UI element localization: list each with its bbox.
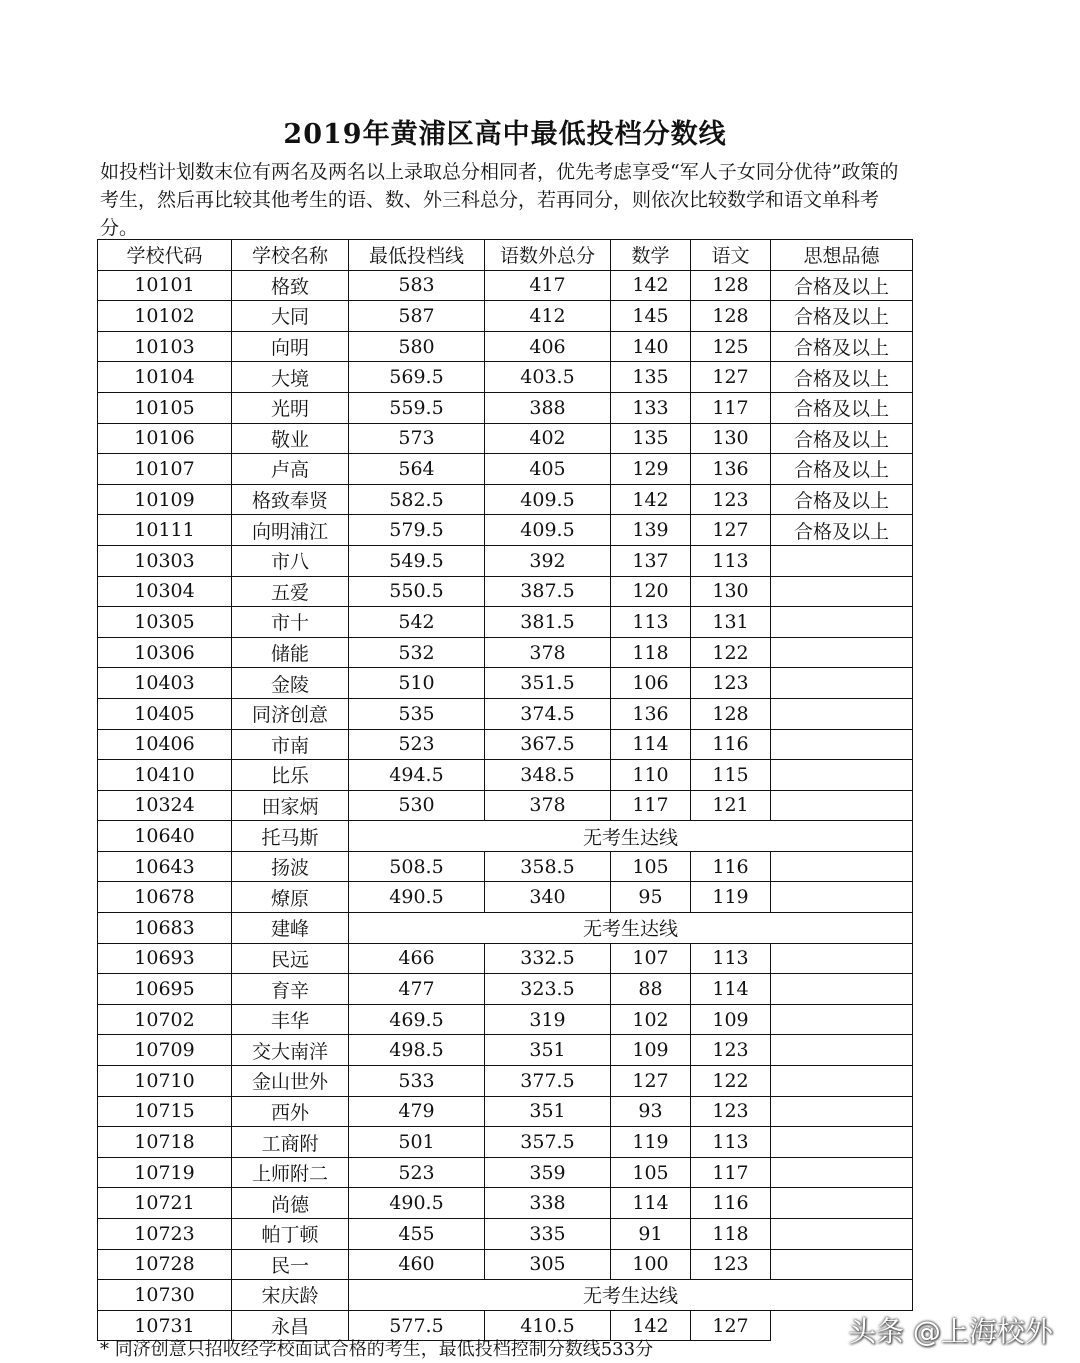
core-total-cell: 403.5: [485, 362, 611, 393]
chinese-cell: 122: [691, 1066, 771, 1097]
school-code-cell: 10643: [98, 851, 232, 882]
core-total-cell: 417: [485, 270, 611, 301]
table-row: [98, 484, 913, 515]
math-cell: 114: [611, 1188, 691, 1219]
core-total-cell: 405: [485, 454, 611, 485]
school-name-cell: 市十: [232, 607, 349, 638]
chinese-cell: 131: [691, 607, 771, 638]
school-name-cell: 比乐: [232, 760, 349, 791]
min-score-cell: 469.5: [349, 1004, 485, 1035]
chinese-cell: 116: [691, 729, 771, 760]
moral-cell: [771, 1035, 913, 1066]
core-total-cell: 409.5: [485, 484, 611, 515]
score-table: [97, 239, 913, 1341]
core-total-cell: 351: [485, 1096, 611, 1127]
math-cell: 105: [611, 851, 691, 882]
min-score-cell: 587: [349, 301, 485, 332]
chinese-cell: 127: [691, 1310, 771, 1341]
moral-cell: [771, 790, 913, 821]
min-score-cell: 550.5: [349, 576, 485, 607]
moral-cell: [771, 729, 913, 760]
school-name-cell: 大同: [232, 301, 349, 332]
core-total-cell: 335: [485, 1219, 611, 1250]
chinese-cell: 119: [691, 882, 771, 913]
watermark: 头条 @上海校外: [848, 1315, 1053, 1348]
school-code-cell: 10101: [98, 270, 232, 301]
moral-cell: [771, 607, 913, 638]
chinese-cell: 118: [691, 1219, 771, 1250]
school-name-cell: 市八: [232, 545, 349, 576]
school-code-cell: 10324: [98, 790, 232, 821]
min-score-cell: 501: [349, 1127, 485, 1158]
chinese-cell: 113: [691, 1127, 771, 1158]
school-code-cell: 10111: [98, 515, 232, 546]
min-score-cell: 583: [349, 270, 485, 301]
school-code-cell: 10702: [98, 1004, 232, 1035]
min-score-cell: 582.5: [349, 484, 485, 515]
core-total-cell: 357.5: [485, 1127, 611, 1158]
chinese-cell: 128: [691, 270, 771, 301]
school-code-cell: 10731: [98, 1310, 232, 1341]
header-core-total: 语数外总分: [485, 240, 611, 271]
math-cell: 142: [611, 270, 691, 301]
core-total-cell: 340: [485, 882, 611, 913]
core-total-cell: 351: [485, 1035, 611, 1066]
chinese-cell: 125: [691, 331, 771, 362]
chinese-cell: 130: [691, 423, 771, 454]
math-cell: 100: [611, 1249, 691, 1280]
table-row: [98, 454, 913, 485]
min-score-cell: 510: [349, 668, 485, 699]
min-score-cell: 542: [349, 607, 485, 638]
school-code-cell: 10721: [98, 1188, 232, 1219]
chinese-cell: 128: [691, 301, 771, 332]
school-name-cell: 扬波: [232, 851, 349, 882]
school-code-cell: 10104: [98, 362, 232, 393]
table-row: [98, 851, 913, 882]
table-row: [98, 331, 913, 362]
chinese-cell: 115: [691, 760, 771, 791]
header-math: 数学: [611, 240, 691, 271]
core-total-cell: 332.5: [485, 943, 611, 974]
moral-cell: [771, 1127, 913, 1158]
school-code-cell: 10403: [98, 668, 232, 699]
moral-cell: [771, 1096, 913, 1127]
chinese-cell: 122: [691, 637, 771, 668]
school-name-cell: 工商附: [232, 1127, 349, 1158]
math-cell: 135: [611, 362, 691, 393]
table-row: [98, 943, 913, 974]
school-code-cell: 10710: [98, 1066, 232, 1097]
min-score-cell: 579.5: [349, 515, 485, 546]
math-cell: 102: [611, 1004, 691, 1035]
school-code-cell: 10103: [98, 331, 232, 362]
core-total-cell: 338: [485, 1188, 611, 1219]
math-cell: 129: [611, 454, 691, 485]
table-row: [98, 882, 913, 913]
chinese-cell: 127: [691, 362, 771, 393]
math-cell: 118: [611, 637, 691, 668]
table-row: [98, 392, 913, 423]
table-row: [98, 362, 913, 393]
chinese-cell: 117: [691, 392, 771, 423]
school-name-cell: 储能: [232, 637, 349, 668]
school-code-cell: 10304: [98, 576, 232, 607]
school-code-cell: 10107: [98, 454, 232, 485]
core-total-cell: 319: [485, 1004, 611, 1035]
math-cell: 142: [611, 1310, 691, 1341]
table-row: [98, 1157, 913, 1188]
core-total-cell: 378: [485, 637, 611, 668]
chinese-cell: 127: [691, 515, 771, 546]
chinese-cell: 128: [691, 698, 771, 729]
min-score-cell: 569.5: [349, 362, 485, 393]
core-total-cell: 409.5: [485, 515, 611, 546]
footnote: * 同济创意只招收经学校面试合格的考生，最低投档控制分数线533分: [100, 1339, 654, 1360]
moral-cell: [771, 1188, 913, 1219]
school-name-cell: 向明浦江: [232, 515, 349, 546]
table-row: [98, 1188, 913, 1219]
school-code-cell: 10718: [98, 1127, 232, 1158]
math-cell: 133: [611, 392, 691, 423]
moral-cell: 合格及以上: [771, 423, 913, 454]
math-cell: 91: [611, 1219, 691, 1250]
table-row: [98, 790, 913, 821]
school-name-cell: 金山世外: [232, 1066, 349, 1097]
core-total-cell: 392: [485, 545, 611, 576]
moral-cell: 合格及以上: [771, 515, 913, 546]
table-row: [98, 301, 913, 332]
header-school-code: 学校代码: [98, 240, 232, 271]
core-total-cell: 410.5: [485, 1310, 611, 1341]
math-cell: 109: [611, 1035, 691, 1066]
school-name-cell: 金陵: [232, 668, 349, 699]
math-cell: 127: [611, 1066, 691, 1097]
chinese-cell: 114: [691, 974, 771, 1005]
table-row: [98, 729, 913, 760]
math-cell: 93: [611, 1096, 691, 1127]
table-row: [98, 913, 913, 944]
core-total-cell: 402: [485, 423, 611, 454]
moral-cell: [771, 637, 913, 668]
chinese-cell: 123: [691, 1249, 771, 1280]
school-name-cell: 光明: [232, 392, 349, 423]
school-code-cell: 10723: [98, 1219, 232, 1250]
core-total-cell: 406: [485, 331, 611, 362]
chinese-cell: 123: [691, 1035, 771, 1066]
chinese-cell: 136: [691, 454, 771, 485]
table-row: [98, 515, 913, 546]
table-row: [98, 423, 913, 454]
min-score-cell: 530: [349, 790, 485, 821]
school-name-cell: 交大南洋: [232, 1035, 349, 1066]
header-moral: 思想品德: [771, 240, 913, 271]
math-cell: 142: [611, 484, 691, 515]
math-cell: 137: [611, 545, 691, 576]
table-row: [98, 821, 913, 852]
moral-cell: [771, 576, 913, 607]
chinese-cell: 116: [691, 851, 771, 882]
moral-cell: [771, 882, 913, 913]
moral-cell: [771, 545, 913, 576]
min-score-cell: 549.5: [349, 545, 485, 576]
intro-paragraph: 如投档计划数末位有两名及两名以上录取总分相同者，优先考虑享受“军人子女同分优待”政策的考生，然后再比较其他考生的语、数、外三科总分，若再同分，则依次比较数学和语文单科考分。: [100, 161, 899, 239]
chinese-cell: 117: [691, 1157, 771, 1188]
table-body: [98, 270, 913, 1341]
school-code-cell: 10683: [98, 913, 232, 944]
math-cell: 113: [611, 607, 691, 638]
table-row: [98, 545, 913, 576]
moral-cell: 合格及以上: [771, 362, 913, 393]
table-row: [98, 576, 913, 607]
table-header-row: [98, 240, 913, 271]
min-score-cell: 479: [349, 1096, 485, 1127]
math-cell: 106: [611, 668, 691, 699]
moral-cell: 合格及以上: [771, 270, 913, 301]
school-code-cell: 10730: [98, 1280, 232, 1311]
min-score-cell: 573: [349, 423, 485, 454]
school-name-cell: 育辛: [232, 974, 349, 1005]
moral-cell: 合格及以上: [771, 484, 913, 515]
math-cell: 105: [611, 1157, 691, 1188]
math-cell: 114: [611, 729, 691, 760]
school-code-cell: 10410: [98, 760, 232, 791]
math-cell: 119: [611, 1127, 691, 1158]
core-total-cell: 412: [485, 301, 611, 332]
school-name-cell: 燎原: [232, 882, 349, 913]
school-code-cell: 10719: [98, 1157, 232, 1188]
math-cell: 136: [611, 698, 691, 729]
table-row: [98, 668, 913, 699]
school-name-cell: 民一: [232, 1249, 349, 1280]
school-name-cell: 丰华: [232, 1004, 349, 1035]
math-cell: 95: [611, 882, 691, 913]
school-name-cell: 卢高: [232, 454, 349, 485]
min-score-cell: 490.5: [349, 1188, 485, 1219]
moral-cell: [771, 851, 913, 882]
school-code-cell: 10303: [98, 545, 232, 576]
table-row: [98, 1004, 913, 1035]
school-name-cell: 向明: [232, 331, 349, 362]
min-score-cell: 532: [349, 637, 485, 668]
core-total-cell: 367.5: [485, 729, 611, 760]
moral-cell: [771, 698, 913, 729]
min-score-cell: 498.5: [349, 1035, 485, 1066]
moral-cell: [771, 1157, 913, 1188]
chinese-cell: 109: [691, 1004, 771, 1035]
core-total-cell: 348.5: [485, 760, 611, 791]
school-code-cell: 10305: [98, 607, 232, 638]
moral-cell: [771, 1004, 913, 1035]
table-row: [98, 1249, 913, 1280]
header-chinese: 语文: [691, 240, 771, 271]
moral-cell: [771, 668, 913, 699]
table-row: [98, 760, 913, 791]
core-total-cell: 374.5: [485, 698, 611, 729]
header-min-score: 最低投档线: [349, 240, 485, 271]
table-row: [98, 637, 913, 668]
core-total-cell: 323.5: [485, 974, 611, 1005]
school-code-cell: 10695: [98, 974, 232, 1005]
school-name-cell: 格致: [232, 270, 349, 301]
school-name-cell: 敬业: [232, 423, 349, 454]
min-score-cell: 494.5: [349, 760, 485, 791]
table-row: [98, 607, 913, 638]
school-name-cell: 宋庆龄: [232, 1280, 349, 1311]
school-code-cell: 10709: [98, 1035, 232, 1066]
moral-cell: 合格及以上: [771, 392, 913, 423]
math-cell: 110: [611, 760, 691, 791]
min-score-cell: 523: [349, 729, 485, 760]
school-name-cell: 托马斯: [232, 821, 349, 852]
core-total-cell: 359: [485, 1157, 611, 1188]
table-row: [98, 1066, 913, 1097]
school-name-cell: 上师附二: [232, 1157, 349, 1188]
min-score-cell: 460: [349, 1249, 485, 1280]
school-code-cell: 10715: [98, 1096, 232, 1127]
school-name-cell: 同济创意: [232, 698, 349, 729]
school-name-cell: 田家炳: [232, 790, 349, 821]
moral-cell: 合格及以上: [771, 301, 913, 332]
chinese-cell: 116: [691, 1188, 771, 1219]
school-code-cell: 10405: [98, 698, 232, 729]
min-score-cell: 577.5: [349, 1310, 485, 1341]
header-school-name: 学校名称: [232, 240, 349, 271]
table-row: [98, 974, 913, 1005]
no-pass-cell: 无考生达线: [349, 913, 913, 944]
school-name-cell: 西外: [232, 1096, 349, 1127]
math-cell: 88: [611, 974, 691, 1005]
math-cell: 139: [611, 515, 691, 546]
table-row: [98, 270, 913, 301]
table-row: [98, 1035, 913, 1066]
core-total-cell: 305: [485, 1249, 611, 1280]
core-total-cell: 377.5: [485, 1066, 611, 1097]
core-total-cell: 358.5: [485, 851, 611, 882]
math-cell: 135: [611, 423, 691, 454]
math-cell: 120: [611, 576, 691, 607]
core-total-cell: 387.5: [485, 576, 611, 607]
school-code-cell: 10109: [98, 484, 232, 515]
min-score-cell: 466: [349, 943, 485, 974]
chinese-cell: 123: [691, 668, 771, 699]
min-score-cell: 477: [349, 974, 485, 1005]
min-score-cell: 508.5: [349, 851, 485, 882]
table-row: [98, 1127, 913, 1158]
table-row: [98, 1096, 913, 1127]
school-code-cell: 10640: [98, 821, 232, 852]
school-name-cell: 市南: [232, 729, 349, 760]
school-code-cell: 10406: [98, 729, 232, 760]
chinese-cell: 121: [691, 790, 771, 821]
school-name-cell: 尚德: [232, 1188, 349, 1219]
core-total-cell: 351.5: [485, 668, 611, 699]
math-cell: 145: [611, 301, 691, 332]
min-score-cell: 523: [349, 1157, 485, 1188]
moral-cell: [771, 1219, 913, 1250]
min-score-cell: 455: [349, 1219, 485, 1250]
school-name-cell: 永昌: [232, 1310, 349, 1341]
math-cell: 140: [611, 331, 691, 362]
school-name-cell: 大境: [232, 362, 349, 393]
school-code-cell: 10693: [98, 943, 232, 974]
school-code-cell: 10106: [98, 423, 232, 454]
min-score-cell: 533: [349, 1066, 485, 1097]
min-score-cell: 559.5: [349, 392, 485, 423]
min-score-cell: 580: [349, 331, 485, 362]
moral-cell: [771, 943, 913, 974]
school-code-cell: 10102: [98, 301, 232, 332]
moral-cell: [771, 1249, 913, 1280]
page-title: 2019年黄浦区高中最低投档分数线: [283, 119, 727, 150]
school-name-cell: 帕丁顿: [232, 1219, 349, 1250]
no-pass-cell: 无考生达线: [349, 821, 913, 852]
min-score-cell: 564: [349, 454, 485, 485]
moral-cell: 合格及以上: [771, 331, 913, 362]
core-total-cell: 388: [485, 392, 611, 423]
no-pass-cell: 无考生达线: [349, 1280, 913, 1311]
table-row: [98, 698, 913, 729]
school-name-cell: 民远: [232, 943, 349, 974]
core-total-cell: 381.5: [485, 607, 611, 638]
chinese-cell: 130: [691, 576, 771, 607]
table-row: [98, 1219, 913, 1250]
school-code-cell: 10105: [98, 392, 232, 423]
math-cell: 117: [611, 790, 691, 821]
school-name-cell: 格致奉贤: [232, 484, 349, 515]
min-score-cell: 535: [349, 698, 485, 729]
chinese-cell: 113: [691, 943, 771, 974]
core-total-cell: 378: [485, 790, 611, 821]
moral-cell: [771, 974, 913, 1005]
table-row: [98, 1280, 913, 1311]
school-code-cell: 10678: [98, 882, 232, 913]
moral-cell: 合格及以上: [771, 454, 913, 485]
chinese-cell: 123: [691, 1096, 771, 1127]
school-name-cell: 建峰: [232, 913, 349, 944]
math-cell: 107: [611, 943, 691, 974]
chinese-cell: 113: [691, 545, 771, 576]
school-code-cell: 10728: [98, 1249, 232, 1280]
school-code-cell: 10306: [98, 637, 232, 668]
min-score-cell: 490.5: [349, 882, 485, 913]
moral-cell: [771, 760, 913, 791]
chinese-cell: 123: [691, 484, 771, 515]
school-name-cell: 五爱: [232, 576, 349, 607]
moral-cell: [771, 1066, 913, 1097]
